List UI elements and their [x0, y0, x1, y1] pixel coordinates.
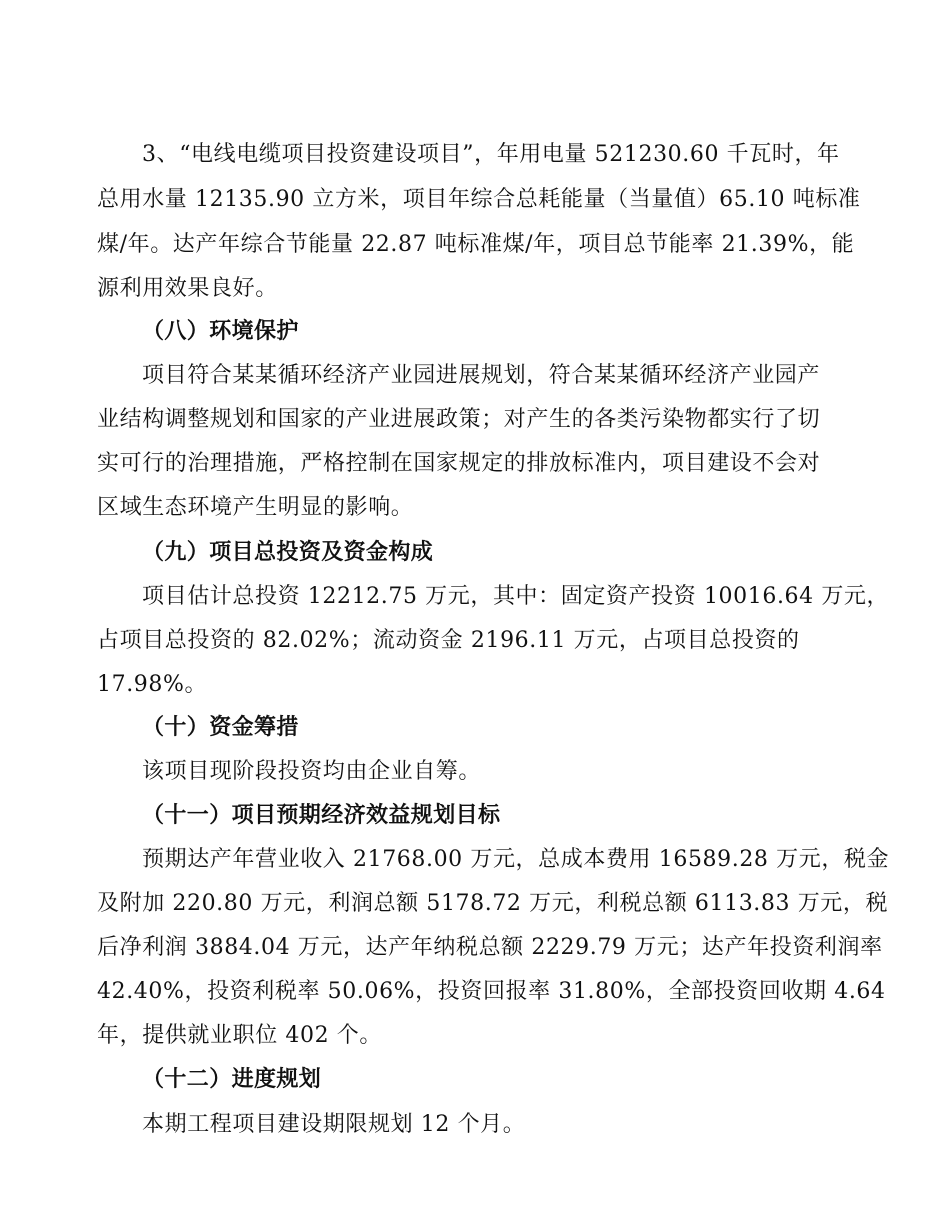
economic-paragraph-line: 后净利润 3884.04 万元，达产年纳税总额 2229.79 万元；达产年投资利润率 — [97, 935, 883, 960]
economic-paragraph-line: 及附加 220.80 万元，利润总额 5178.72 万元，利税总额 6113.83 万元，税 — [97, 891, 889, 916]
section-heading-funding: （十）资金筹措 — [142, 715, 299, 740]
environment-paragraph-line: 项目符合某某循环经济产业园进展规划，符合某某循环经济产业园产 — [142, 363, 821, 388]
environment-paragraph-line: 区域生态环境产生明显的影响。 — [97, 495, 414, 520]
economic-paragraph-line: 预期达产年营业收入 21768.00 万元，总成本费用 16589.28 万元，税金 — [142, 847, 890, 872]
investment-paragraph-line: 项目估计总投资 12212.75 万元，其中：固定资产投资 10016.64 万元， — [142, 584, 890, 609]
energy-paragraph-line: 源利用效果良好。 — [97, 276, 278, 301]
schedule-paragraph-line: 本期工程项目建设期限规划 12 个月。 — [142, 1112, 526, 1137]
investment-paragraph-line: 占项目总投资的 82.02%；流动资金 2196.11 万元，占项目总投资的 — [97, 628, 800, 653]
investment-paragraph-line: 17.98%。 — [97, 672, 208, 697]
section-heading-economic-targets: （十一）项目预期经济效益规划目标 — [142, 803, 501, 828]
section-heading-investment: （九）项目总投资及资金构成 — [142, 540, 434, 565]
section-heading-environment: （八）环境保护 — [142, 319, 299, 344]
energy-paragraph-line: 总用水量 12135.90 立方米，项目年综合总耗能量（当量值）65.10 吨标准 — [97, 187, 861, 212]
economic-paragraph-line: 年，提供就业职位 402 个。 — [97, 1023, 382, 1048]
section-heading-schedule: （十二）进度规划 — [142, 1067, 322, 1092]
environment-paragraph-line: 业结构调整规划和国家的产业进展政策；对产生的各类污染物都实行了切 — [97, 407, 821, 432]
environment-paragraph-line: 实可行的治理措施，严格控制在国家规定的排放标准内，项目建设不会对 — [97, 451, 821, 476]
funding-paragraph-line: 该项目现阶段投资均由企业自筹。 — [142, 759, 482, 784]
energy-paragraph-line: 3、“电线电缆项目投资建设项目”，年用电量 521230.60 千瓦时，年 — [142, 142, 840, 167]
energy-paragraph-line: 煤/年。达产年综合节能量 22.87 吨标准煤/年，项目总节能率 21.39%，能 — [97, 232, 855, 257]
economic-paragraph-line: 42.40%，投资利税率 50.06%，投资回报率 31.80%，全部投资回收期 4.64 — [97, 979, 886, 1004]
